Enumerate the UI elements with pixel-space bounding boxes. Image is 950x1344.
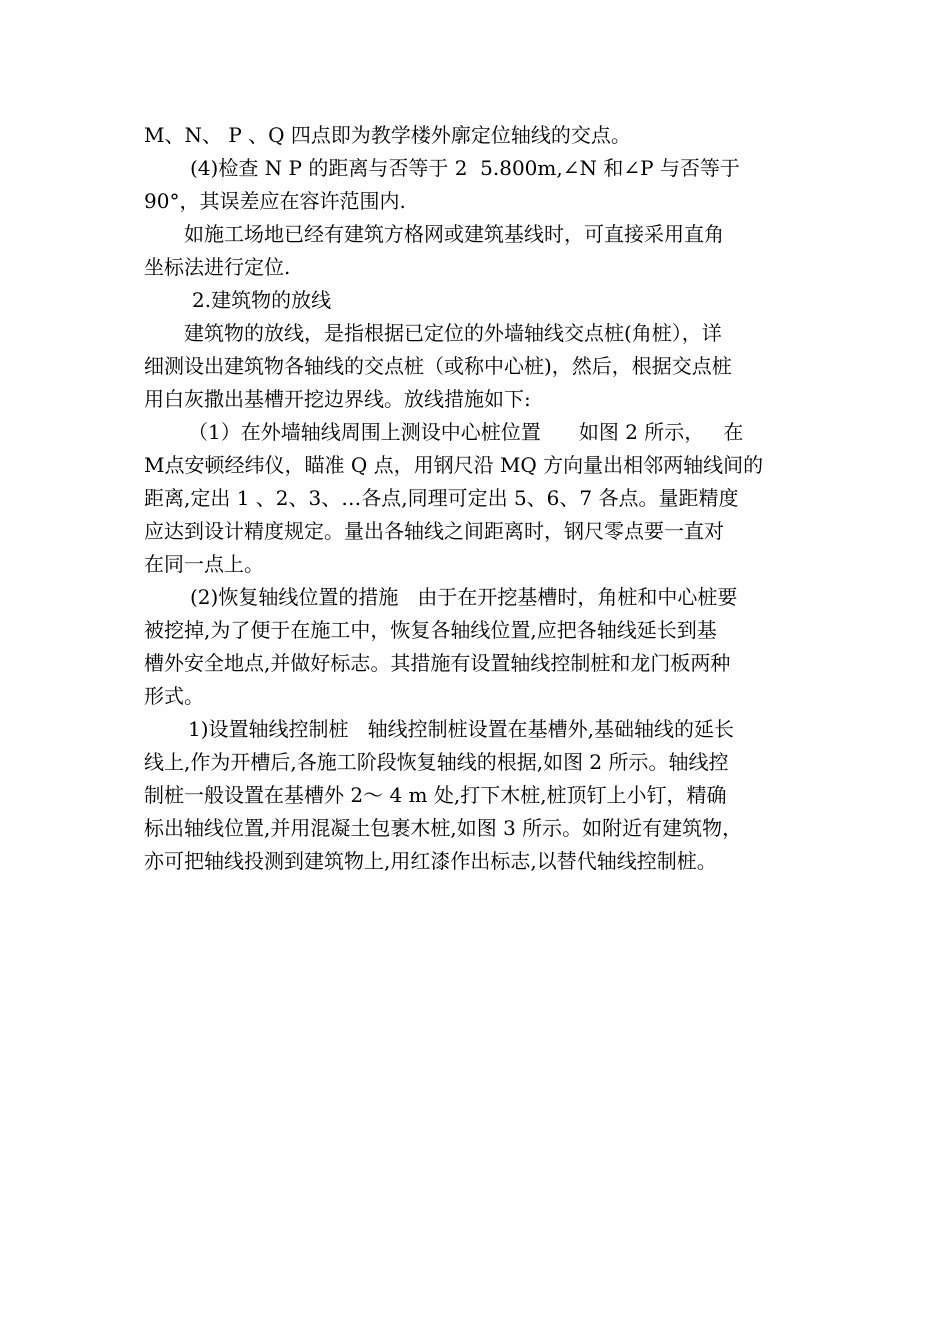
text-line-11: M点安顿经纬仪，瞄准 Q 点，用钢尺沿 MQ 方向量出相邻两轴线间的	[144, 453, 764, 477]
document-body	[144, 119, 816, 878]
text-line-3: 90°，其误差应在容许范围内.	[144, 189, 406, 213]
text-line-5: 坐标法进行定位.	[144, 255, 291, 279]
text-line-17: 槽外安全地点,并做好标志。其措施有设置轴线控制桩和龙门板两种	[144, 651, 731, 675]
text-line-13: 应达到设计精度规定。量出各轴线之间距离时，钢尺零点要一直对	[144, 519, 724, 543]
text-line-15: (2)恢复轴线位置的措施 由于在开挖基槽时，角桩和中心桩要	[190, 585, 738, 609]
text-line-22: 标出轴线位置,并用混凝土包裹木桩,如图 3 所示。如附近有建筑物，	[144, 816, 743, 840]
text-line-16: 被挖掉,为了便于在施工中，恢复各轴线位置,应把各轴线延长到基	[144, 618, 717, 642]
text-line-20: 线上,作为开槽后,各施工阶段恢复轴线的根据,如图 2 所示。轴线控	[144, 750, 729, 774]
text-line-21: 制桩一般设置在基槽外 2～ 4 m 处,打下木桩,桩顶钉上小钉，精确	[144, 783, 727, 807]
text-line-10: （1）在外墙轴线周围上测设中心桩位置 如图 2 所示， 在	[188, 420, 744, 444]
text-line-6: 2.建筑物的放线	[192, 288, 332, 312]
text-line-18: 形式。	[144, 684, 204, 708]
text-line-9: 用白灰撒出基槽开挖边界线。放线措施如下:	[144, 387, 531, 411]
text-line-1: M、N、 P 、Q 四点即为教学楼外廓定位轴线的交点。	[144, 123, 631, 147]
text-line-23: 亦可把轴线投测到建筑物上,用红漆作出标志,以替代轴线控制桩。	[144, 849, 717, 873]
text-line-19: 1)设置轴线控制桩 轴线控制桩设置在基槽外,基础轴线的延长	[188, 717, 734, 741]
text-line-7: 建筑物的放线，是指根据已定位的外墙轴线交点桩(角桩），详	[184, 321, 722, 345]
text-line-12: 距离,定出 1 、2、3、…各点,同理可定出 5、6、7 各点。量距精度	[144, 486, 739, 510]
text-line-14: 在同一点上。	[144, 552, 264, 576]
text-line-4: 如施工场地已经有建筑方格网或建筑基线时，可直接采用直角	[184, 222, 724, 246]
text-line-2: (4)检查 N P 的距离与否等于 2 5.800m,∠N 和∠P 与否等于	[190, 156, 740, 180]
text-line-8: 细测设出建筑物各轴线的交点桩（或称中心桩)，然后，根据交点桩	[144, 354, 732, 378]
